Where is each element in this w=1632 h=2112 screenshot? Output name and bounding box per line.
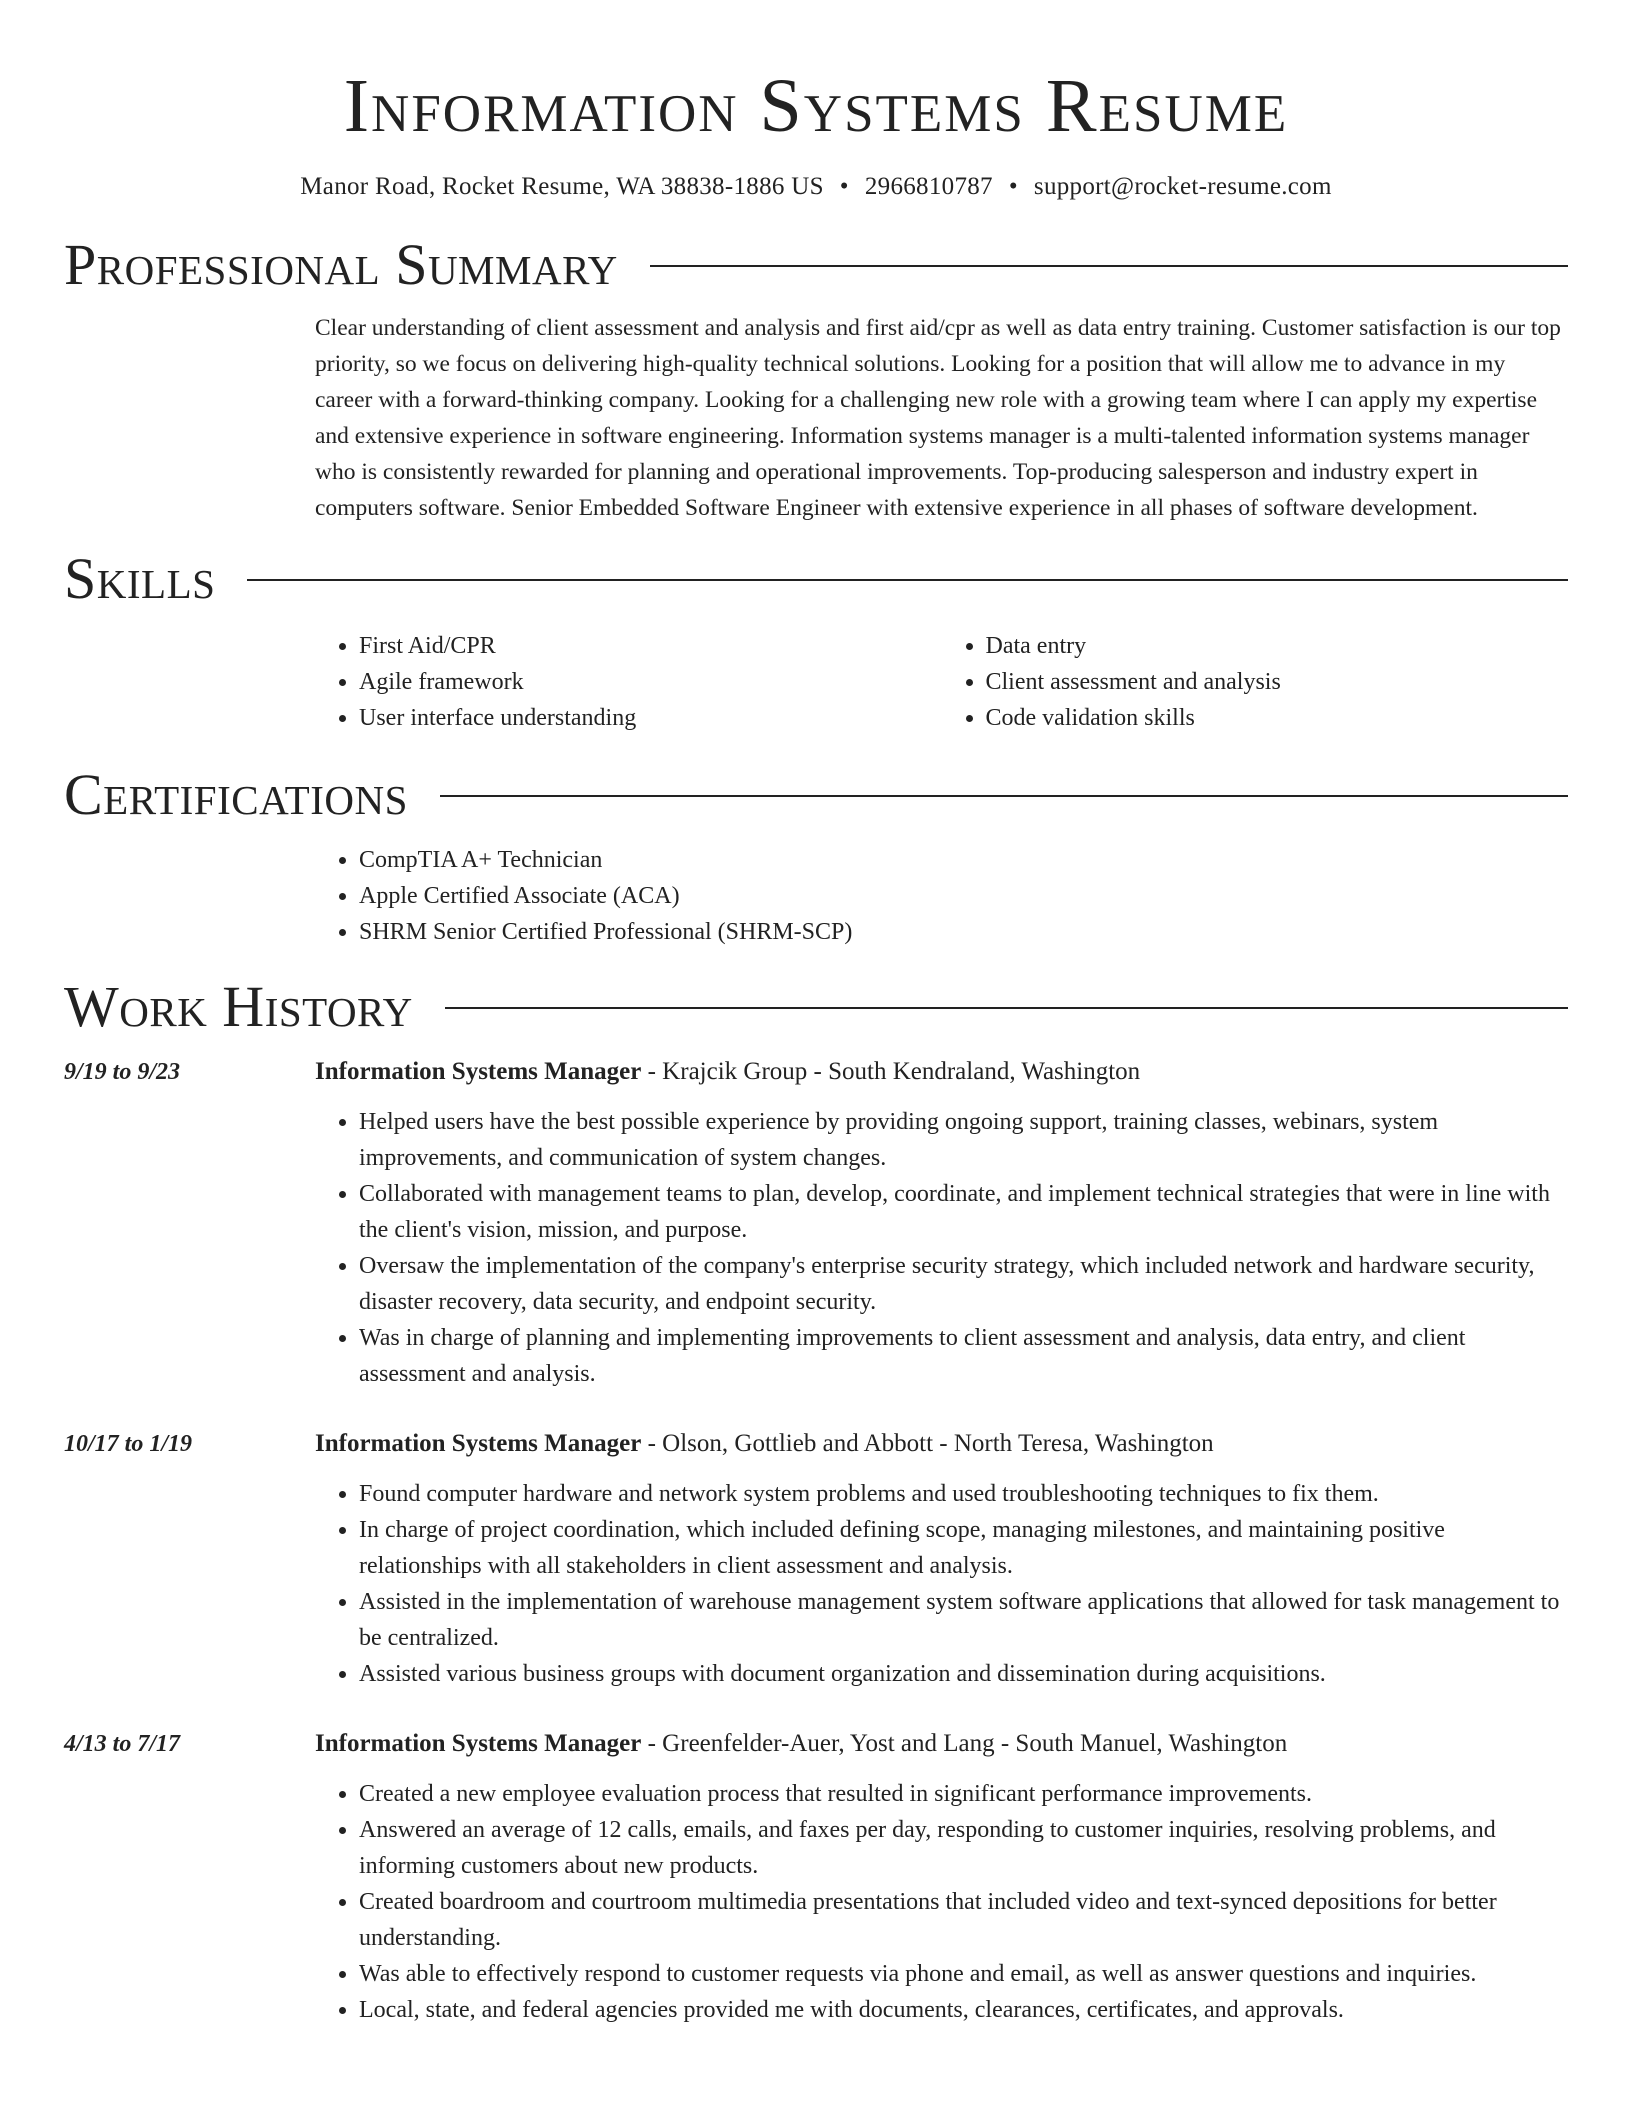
section-divider bbox=[650, 265, 1568, 267]
job-entry bbox=[64, 1726, 1568, 2028]
section-divider bbox=[247, 579, 1568, 581]
certification-item: • CompTIA A+ Technician bbox=[359, 842, 1568, 878]
summary-section-header bbox=[64, 232, 1568, 298]
job-bullet: • Collaborated with management teams to plan, develop, coordinate, and implement technical strategies that were in line with the client's vision, mission, and purpose. bbox=[359, 1176, 1568, 1248]
skill-item: • Code validation skills bbox=[986, 700, 1569, 736]
work-section-header bbox=[64, 974, 1568, 1040]
job-dates: 4/13 to 7/17 bbox=[64, 1731, 181, 1757]
contact-email: support@rocket-resume.com bbox=[1033, 173, 1332, 200]
job-bullet: • Created a new employee evaluation process that resulted in significant performance improvements. bbox=[359, 1776, 1568, 1812]
summary-heading: Professional Summary bbox=[64, 232, 618, 297]
section-divider bbox=[445, 1007, 1568, 1009]
job-header bbox=[315, 1054, 1568, 1090]
skill-item: • Data entry bbox=[986, 628, 1569, 664]
job-bullets bbox=[315, 1104, 1568, 1392]
job-title: Information Systems Manager bbox=[315, 1730, 642, 1757]
contact-separator: • bbox=[1008, 173, 1018, 200]
job-bullets bbox=[315, 1776, 1568, 2028]
contact-separator: • bbox=[839, 173, 849, 200]
job-bullet: • Was able to effectively respond to customer requests via phone and email, as well as answer questions and inquiries. bbox=[359, 1956, 1568, 1992]
job-title: Information Systems Manager bbox=[315, 1430, 642, 1457]
summary-text: Clear understanding of client assessment and analysis and first aid/cpr as well as data entry training. Customer satisfaction is our top priority, so we focus on delivering high-quality technical solutions. Looking for a position that will allow me to advance in my career with a forward-thinking company. Looking for a challenging new role with a growing team where I can apply my expertise and extensive experience in software engineering. Information systems manager is a multi-talented information systems manager who is consistently rewarded for planning and operational improvements. Top-producing salesperson and industry expert in computers software. Senior Embedded Software Engineer with extensive experience in all phases of software development. bbox=[315, 315, 1561, 521]
skill-item: • First Aid/CPR bbox=[359, 628, 942, 664]
work-heading: Work History bbox=[64, 974, 413, 1039]
skill-item: • Client assessment and analysis bbox=[986, 664, 1569, 700]
resume-page bbox=[64, 0, 1568, 2028]
job-bullet: • Found computer hardware and network system problems and used troubleshooting techniques to fix them. bbox=[359, 1476, 1568, 1512]
skills-column-right bbox=[942, 628, 1569, 736]
job-employer: - Olson, Gottlieb and Abbott - North Teresa, Washington bbox=[641, 1430, 1214, 1457]
certifications-heading: Certifications bbox=[64, 762, 408, 827]
job-employer: - Greenfelder-Auer, Yost and Lang - South Manuel, Washington bbox=[641, 1730, 1288, 1757]
skills-column-left bbox=[315, 628, 942, 736]
job-bullets bbox=[315, 1476, 1568, 1692]
job-bullet: • Answered an average of 12 calls, emails, and faxes per day, responding to customer inquiries, resolving problems, and informing customers about new products. bbox=[359, 1812, 1568, 1884]
job-bullet: • Oversaw the implementation of the company's enterprise security strategy, which included network and hardware security, disaster recovery, data security, and endpoint security. bbox=[359, 1248, 1568, 1320]
job-dates: 9/19 to 9/23 bbox=[64, 1059, 181, 1085]
job-bullet: • Local, state, and federal agencies provided me with documents, clearances, certificates, and approvals. bbox=[359, 1992, 1568, 2028]
section-divider bbox=[440, 795, 1568, 797]
job-bullet: • In charge of project coordination, which included defining scope, managing milestones, and maintaining positive relationships with all stakeholders in client assessment and analysis. bbox=[359, 1512, 1568, 1584]
job-dates: 10/17 to 1/19 bbox=[64, 1431, 193, 1457]
job-entry bbox=[64, 1426, 1568, 1692]
skill-item: • Agile framework bbox=[359, 664, 942, 700]
job-bullet: • Assisted various business groups with document organization and dissemination during acquisitions. bbox=[359, 1656, 1568, 1692]
contact-address: Manor Road, Rocket Resume, WA 38838-1886 US bbox=[300, 173, 824, 200]
job-bullet: • Helped users have the best possible experience by providing ongoing support, training classes, webinars, system improvements, and communication of system changes. bbox=[359, 1104, 1568, 1176]
certifications-section-header bbox=[64, 762, 1568, 828]
certifications-list bbox=[315, 842, 1568, 950]
skills-section-header bbox=[64, 546, 1568, 612]
job-entry bbox=[64, 1054, 1568, 1392]
job-title: Information Systems Manager bbox=[315, 1058, 642, 1085]
skill-item: • User interface understanding bbox=[359, 700, 942, 736]
job-bullet: • Assisted in the implementation of warehouse management system software applications that allowed for task management to be centralized. bbox=[359, 1584, 1568, 1656]
skills-list bbox=[315, 628, 1568, 736]
job-bullet: • Created boardroom and courtroom multimedia presentations that included video and text-synced depositions for better understanding. bbox=[359, 1884, 1568, 1956]
skills-heading: Skills bbox=[64, 546, 216, 611]
certification-item: • SHRM Senior Certified Professional (SHRM-SCP) bbox=[359, 914, 1568, 950]
job-employer: - Krajcik Group - South Kendraland, Washington bbox=[641, 1058, 1141, 1085]
certification-item: • Apple Certified Associate (ACA) bbox=[359, 878, 1568, 914]
resume-title: Information Systems Resume bbox=[343, 64, 1289, 148]
job-header bbox=[315, 1426, 1568, 1462]
job-header bbox=[315, 1726, 1568, 1762]
job-bullet: • Was in charge of planning and implementing improvements to client assessment and analysis, data entry, and client assessment and analysis. bbox=[359, 1320, 1568, 1392]
contact-line bbox=[64, 170, 1568, 204]
contact-phone: 2966810787 bbox=[864, 173, 993, 200]
